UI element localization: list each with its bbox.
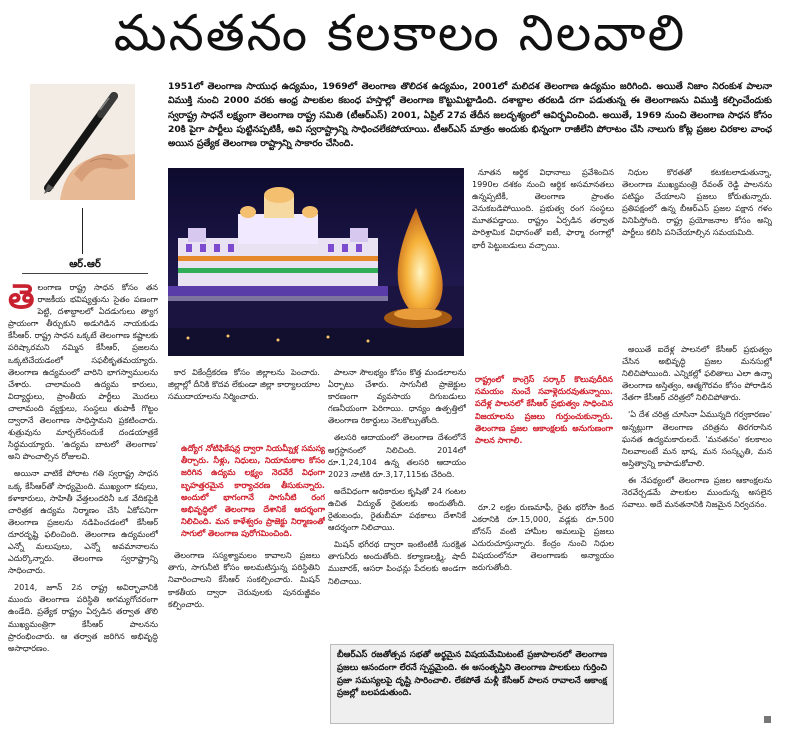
col1-paragraph-2: అయినా వాటికే పోరాట గతి స్వరాష్ట్ర సాధన ఒక్క కేసీఆర్‌తో సాధ్యమైంది. ముఖ్యంగా కవులు, కళాకారులు, సాహితీ వేత్తలందరినీ ఒక వేదికపైకి చారిత్రక ఉద్యమ నిర్మాణం చేసి ఏకోపనిగా తెలంగాణ ప్రజలను నడిపించడంలో కేసీఆర్ దూరదృష్టి ఫలించింది. తెలంగాణ ఉద్యమంలో ఎన్నో మలుపులు, ఎన్నో అవమానాలను ఎదుర్కొన్నారు. తెలంగాణ స్వరాష్ట్రాన్ని సాధించారు. (8, 468, 158, 576)
col4b-paragraph-1: రూ.2 లక్షల రుణమాఫీ, రైతు భరోసా కింద ఎకరానికి రూ.15,000, వడ్లకు రూ.500 బోనస్ వంటి హామీల అమలుపై ప్రజలు ఎదురుచూస్తున్నారు. కేంద్రం నుంచి నిధుల విషయంలోనూ తెలంగాణకు అన్యాయం జరుగుతోంది. (472, 502, 614, 573)
headline: మనతనం కలకాలం నిలవాలి (113, 3, 687, 62)
col5-paragraph-1: నిధుల కొరతతో కటకటలాడుతున్నా, తెలంగాణ ముఖ్యమంత్రి రేవంత్ రెడ్డి పాలనను పటిష్టం చేయాలని ప్రజలు కోరుతున్నారు. ప్రతిపక్షంలో ఉన్న బీఆర్ఎస్ ప్రజల పక్షాన గళం వినిపిస్తోంది. రాష్ట్ర ప్రయోజనాల కోసం అన్ని పార్టీలు కలిసి పనిచేయాల్సిన సమయమిది. (622, 167, 772, 238)
article-column-4 (472, 166, 614, 366)
byline-underline (22, 273, 148, 274)
col5b-paragraph-1: అయితే ఐదేళ్ల పాలనలో కేసీఆర్ ప్రభుత్వం చేసిన అభివృద్ధి ప్రజల మనసుల్లో నిలిచిపోయింది. ఎన్నికల్లో ఫలితాలు ఎలా ఉన్నా తెలంగాణ అస్తిత్వం, ఆత్మగౌరవం కోసం పోరాడిన నేతగా కేసీఆర్ చరిత్రలో నిలిచిపోతారు. (622, 344, 772, 403)
col2-paragraph-1: కార వికేంద్రీకరణ కోసం జిల్లాలను పెంచారు. జిల్లాల్లో దీనికి కొదవ లేకుండా జిల్లా కార్యాలయాల సముదాయాలను నిర్మించారు. (168, 367, 320, 402)
article-column-5b (622, 343, 772, 733)
end-mark (764, 716, 771, 723)
article-column-1 (8, 281, 158, 731)
col3-paragraph-3: అదేవిధంగా అధికారుల కృషితో 24 గంటల ఉచిత విద్యుత్ రైతులకు అందుతోంది. రైతుబంధు, రైతుబీమా పథకాలు దేశానికే ఆదర్శంగా నిలిచాయి. (328, 485, 466, 533)
col3-paragraph-2: తలసరి ఆదాయంలో తెలంగాణ దేశంలోనే అగ్రస్థానంలో నిలిచింది. 2014లో రూ.1,24,104 ఉన్న తలసరి ఆదాయం 2023 నాటికి రూ.3,17,115కు చేరింది. (328, 432, 466, 479)
highlight-box: బీఆర్ఎస్ రజతోత్సవ సభతో అర్థమైన విషయమేమిటంటే ప్రజాపాలనలో తెలంగాణ ప్రజలు ఆనందంగా లేరనే స్పష్టమైంది. ఈ అసంతృప్తిని తెలంగాణ పాలకులు గుర్తించి ప్రజా సమస్యలపై దృష్టి సారించాలి. లేకపోతే మళ్లీ కేసీఆర్ పాలన రావాలనే ఆకాంక్ష ప్రజల్లో బలపడుతుంది. (330, 644, 614, 724)
secretariat-night-illustration (168, 168, 464, 356)
col3-paragraph-1: పాలనా సౌలభ్యం కోసం కొత్త మండలాలను ఏర్పాటు చేశారు. సాగునీటి ప్రాజెక్టుల కారణంగా వ్యవసాయ దిగుబడులు గణనీయంగా పెరిగాయి. ధాన్యం ఉత్పత్తిలో తెలంగాణ రికార్డులు నెలకొల్పుతోంది. (328, 367, 466, 426)
col5b-paragraph-2: 'ఏ దేశ చరిత్ర చూసినా ఏమున్నది గర్వకారణం' అన్నట్లుగా తెలంగాణ చరిత్రను తిరగరాసిన ఘనత ఉద్యమకారులదే. 'మనతనం' కలకాలం నిలవాలంటే మన భాష, మన సంస్కృతి, మన అస్తిత్వాన్ని కాపాడుకోవాలి. (622, 409, 772, 468)
hand-pen-illustration (30, 84, 135, 200)
lead-paragraph: 1951లో తెలంగాణ సాయుధ ఉద్యమం, 1969లో తెలంగాణ తొలిదశ ఉద్యమం, 2001లో మలిదశ తెలంగాణ ఉద్యమం జరిగింది. అయితే నిజాం నిరంకుశ పాలనా విముక్తి నుంచి 2000 వరకు ఆంధ్ర పాలకుల కబంధ హస్తాల్లో తెలంగాణ కొట్టుమిట్టాడింది. దశాబ్దాల తరబడి దగా పడుతున్న ఈ తెలంగాణను విముక్తి కల్పించేందుకు స్వరాష్ట్ర సాధనే లక్ష్యంగా తెలంగాణ రాష్ట్ర సమితి (టీఆర్ఎస్) 2001, ఏప్రిల్ 27వ తేదీన జలదృశ్యంలో ఆవిర్భవించింది. అయితే, 1969 నుంచి తెలంగాణ సాధన కోసం 20కి పైగా పార్టీలు పుట్టినప్పటికీ, అవి స్వరాష్ట్రాన్ని సాధించలేకపోయాయి. టీఆర్ఎస్ మాత్రం అందుకు భిన్నంగా రాజీలేని పోరాటం చేసి నాలుగు కోట్ల ప్రజల చిరకాల వాంఛ అయిన ప్రత్యేక తెలంగాణ రాష్ట్రాన్ని సాకారం చేసింది. (168, 81, 772, 150)
byline: ఆర్.ఆర్ (69, 259, 101, 270)
hand-pen-image (30, 84, 135, 200)
col4-paragraph-1: నూతన ఆర్థిక విధానాలు ప్రవేశించిన 1990ల దశకం నుంచి ఆర్థిక అసమానతలు ఉన్నప్పటికీ, తెలంగాణ ప్రాంతం వెనుకబడిపోయింది. ప్రభుత్వ రంగ సంస్థలు మూతపడ్డాయి. రాష్ట్రం ఏర్పడిన తర్వాత పారిశ్రామిక విధానంతో ఐటీ, ఫార్మా రంగాల్లో భారీ పెట్టుబడులు వచ్చాయి. (472, 167, 614, 250)
dropcap-letter: తె (8, 281, 35, 317)
article-column-4b (472, 501, 614, 627)
byline-divider (82, 208, 83, 254)
article-column-5 (622, 166, 772, 332)
col1-paragraph-3: 2014, జూన్ 2న రాష్ట్ర అవిర్భావానికి ముందు తెలంగాణ పరిస్థితి అగమ్యగోచరంగా ఉండేది. ప్రత్యేక రాష్ట్రం ఏర్పడిన తర్వాత తొలి ముఖ్యమంత్రిగా కేసీఆర్ పాలనను ప్రారంభించారు. ఆ తర్వాత జరిగిన అభివృద్ధి అసాధారణం. (8, 582, 158, 653)
secretariat-photo (168, 168, 464, 356)
red-callout-2: రాష్ట్రంలో కాంగ్రెస్ సర్కార్ కొలువుదీరిన సమయం నుంచే సవాళ్లెదురవుతున్నాయి. పదేళ్ల పాలనలో కేసీఆర్ ప్రభుత్వం సాధించిన విజయాలను ప్రజలు గుర్తుంచుకున్నారు. తెలంగాణ ప్రజల ఆకాంక్షలకు అనుగుణంగా పాలన సాగాలి. (475, 374, 613, 446)
col3-paragraph-4: మిషన్ భగీరథ ద్వారా ఇంటింటికీ సురక్షిత తాగునీరు అందుతోంది. కల్యాణలక్ష్మి, షాదీ ముబారక్, ఆసరా పింఛన్లు పేదలకు అండగా నిలిచాయి. (328, 539, 466, 586)
col2-paragraph-after: తెలంగాణ సస్యశ్యామలం కావాలని ప్రజలు తాగు, సాగునీటి కోసం అలమటిస్తున్న పరిస్థితిని నివారించాలని కేసీఆర్ సంకల్పించారు. మిషన్ కాకతీయ ద్వారా చెరువులకు పునరుజ్జీవం కల్పించారు. (168, 550, 320, 609)
red-callout-1: ఉద్యోగ నోటిఫికేషన్ల ద్వారా నియమ్నీళ్ల సమస్య తీర్చారు. నీళ్లు, నిధులు, నియామకాల కోసం జరిగిన ఉద్యమ లక్ష్యం నెరవేరే విధంగా బృహత్తరమైన కార్యాచరణ తీసుకున్నారు. అందులో భాగంగానే సాగునీటి రంగ అభివృద్ధిలో తెలంగాణ దేశానికే ఆదర్శంగా నిలిచింది. మన కాళేశ్వరం ప్రాజెక్టు నిర్మాణంతో సాగులో తెలంగాణ పురోగమించింది. (181, 443, 325, 539)
col1-paragraph-1: లంగాణ రాష్ట్ర సాధన కోసం తన రాజకీయ భవిష్యత్తును సైతం పణంగా పెట్టి, దశాబ్దాలలో ఏదడుగులు త్యాగ ప్రాయంగా తీర్చుకుని అడుగిడిన నాయకుడు కేసీఆర్. రాష్ట్ర సాధన ఒక్కటే తెలంగాణ కష్టాలకు పరిష్కారమని నమ్మిన కేసీఆర్, ప్రజలను ఒక్కటిచేయడంలో సఫలీకృతమయ్యారు. తెలంగాణ ఉద్యమంలో వారిని భాగస్వాములను చేశారు. చాలామంది ఉద్యమ కారులు, విద్యార్థులు, ప్రాంతీయ పార్టీలు మొదలు చాలామంది వ్యక్తులు, సంస్థలు తుపాకీ గొట్టం ద్వారానే తెలంగాణ సాధిస్తామని ప్రకటించారు. శుత్రువును మార్చలేనందుకే దండయాత్రకే సిద్ధమయ్యారు. 'ఉద్యమ బాటలో తెలంగాణ' అని పొంచాల్సిన రోజులవి. (8, 282, 158, 462)
col5b-paragraph-3: ఈ నేపథ్యంలో తెలంగాణ ప్రజల ఆకాంక్షలను నెరవేర్చడమే పాలకుల ముందున్న అసలైన సవాలు. అదే మనతనానికి నిజమైన నిర్వచనం. (622, 474, 772, 510)
